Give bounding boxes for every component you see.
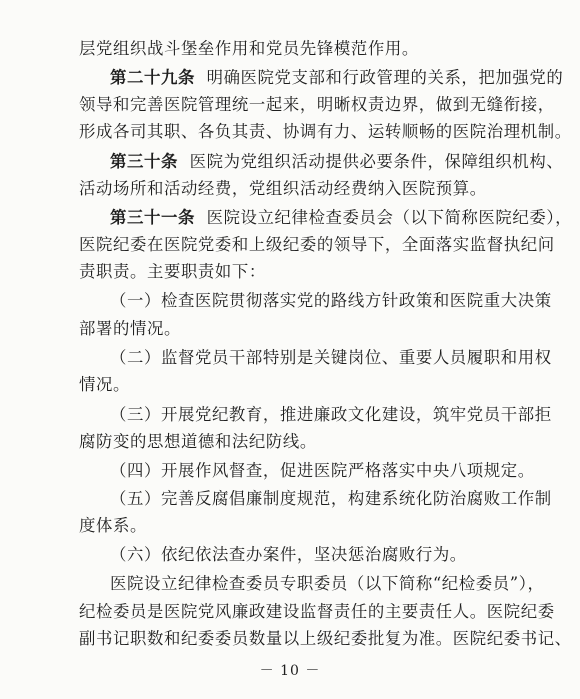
list-item-1-line-2: 部署的情况。 — [79, 319, 181, 338]
list-item-2-line-2: 情况。 — [79, 375, 130, 394]
text-span: 明确医院党支部和行政管理的关系，把加强党的 — [206, 68, 564, 87]
list-item-1-line-1: （一）检查医院贯彻落实党的路线方针政策和医院重大决策 — [110, 291, 552, 310]
article-31-heading: 第三十一条 — [110, 208, 195, 227]
list-item-6-line-1: （六）依纪依法查办案件，坚决惩治腐败行为。 — [110, 545, 467, 564]
text-line: 医院设立纪律检查委员专职委员（以下简称“纪检委员”）， — [110, 574, 545, 593]
list-item-4-line-1: （四）开展作风督查，促进医院严格落实中央八项规定。 — [110, 461, 535, 480]
list-item-3-line-1: （三）开展党纪教育，推进廉政文化建设，筑牢党员干部拒 — [110, 405, 552, 424]
page-number: － 10 － — [259, 663, 321, 679]
text-line: 副书记职数和纪委委员数量以上级纪委批复为准。医院纪委书记、 — [79, 629, 572, 648]
list-item-3-line-2: 腐防变的思想道德和法纪防线。 — [79, 432, 317, 451]
text-line: 层党组织战斗堡垒作用和党员先锋模范作用。 — [79, 39, 419, 58]
list-item-5-line-2: 度体系。 — [79, 516, 147, 535]
text-span: 医院为党组织活动提供必要条件，保障组织机构、 — [189, 152, 564, 171]
text-line: 纪检委员是医院党风廉政建设监督责任的主要责任人。医院纪委 — [79, 602, 555, 621]
article-29-line-1 — [110, 67, 564, 89]
article-29-heading: 第二十九条 — [110, 68, 195, 87]
text-line: 医院纪委在医院党委和上级纪委的领导下，全面落实监督执纪问 — [79, 235, 555, 254]
article-31-line-1 — [110, 207, 573, 229]
text-line: 责职责。主要职责如下： — [79, 262, 266, 281]
article-30-heading: 第三十条 — [110, 152, 178, 171]
text-line: 活动场所和活动经费，党组织活动经费纳入医院预算。 — [79, 179, 487, 198]
text-line: 形成各司其职、各负其责、协调有力、运转顺畅的医院治理机制。 — [79, 122, 572, 141]
list-item-5-line-1: （五）完善反腐倡廉制度规范，构建系统化防治腐败工作制 — [110, 489, 552, 508]
text-span: 医院设立纪律检查委员会（以下简称医院纪委）， — [206, 208, 573, 227]
text-line: 领导和完善医院管理统一起来，明晰权责边界，做到无缝衔接， — [79, 95, 555, 114]
article-30-line-1 — [110, 151, 564, 173]
list-item-2-line-1: （二）监督党员干部特别是关键岗位、重要人员履职和用权 — [110, 348, 552, 367]
